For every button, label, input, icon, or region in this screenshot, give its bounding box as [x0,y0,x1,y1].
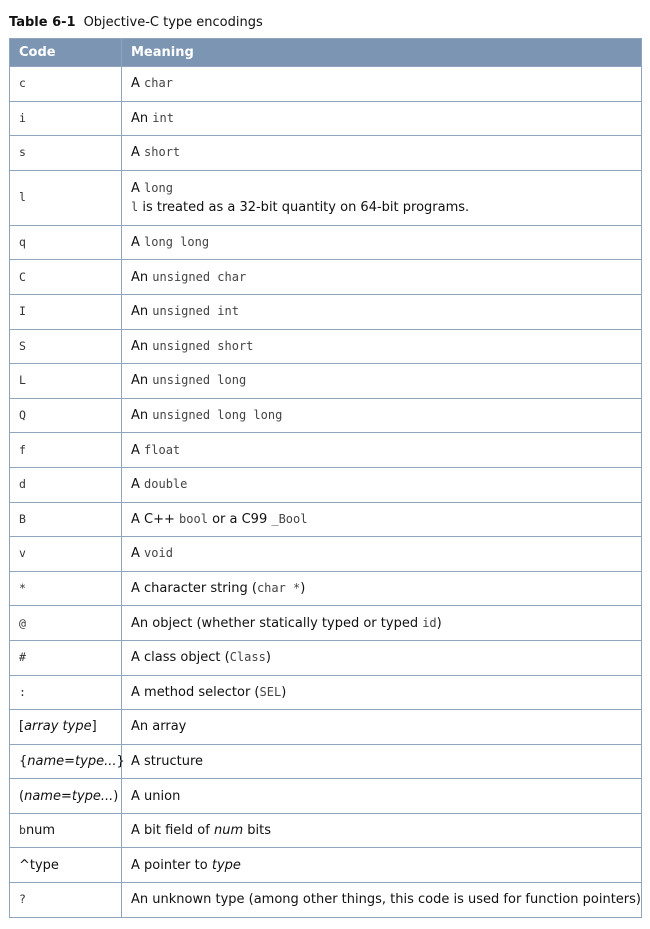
meaning-text: unsigned short [152,338,254,353]
table-row [10,848,642,883]
meaning-line [131,616,641,631]
table-body [10,67,642,918]
table-row [10,260,642,295]
code-text: B [19,511,26,526]
code-cell [10,136,122,171]
meaning-cell [122,744,642,779]
code-cell [10,640,122,675]
table-row [10,433,642,468]
code-text: : [19,684,26,699]
meaning-line [131,719,641,734]
meaning-text: float [144,442,181,457]
meaning-cell [122,883,642,918]
meaning-line [131,181,641,196]
meaning-text: A [131,76,145,92]
table-row [10,467,642,502]
code-cell [10,537,122,572]
meaning-line [131,443,641,458]
code-text: l [19,190,26,205]
meaning-text: A class object ( [131,650,230,666]
code-text: name [24,788,61,804]
code-text: array type [24,719,92,735]
meaning-column-header: Meaning [122,39,642,67]
meaning-cell [122,537,642,572]
table-row [10,170,642,225]
meaning-text: A C++ [131,511,180,527]
meaning-text: id [422,615,437,630]
meaning-cell [122,260,642,295]
code-text: q [19,235,26,250]
code-text: L [19,373,26,388]
meaning-cell [122,502,642,537]
meaning-text: char [144,76,173,91]
table-row [10,744,642,779]
meaning-text: ) [281,684,287,700]
meaning-text: A structure [131,753,204,769]
meaning-cell [122,329,642,364]
meaning-line [131,512,641,527]
meaning-text: unsigned long long [152,408,283,423]
meaning-line [131,685,641,700]
meaning-text: ) [265,650,271,666]
table-row [10,675,642,710]
meaning-text: A [131,235,145,251]
meaning-text: bits [243,823,271,839]
meaning-text: A method selector ( [131,684,260,700]
meaning-cell [122,136,642,171]
code-cell [10,170,122,225]
meaning-text: A union [131,788,181,804]
meaning-text: _Bool [271,511,308,526]
meaning-line [131,858,641,873]
meaning-text: char * [256,581,301,596]
meaning-line [131,200,641,215]
type-encodings-table [9,38,642,918]
code-cell [10,502,122,537]
meaning-line [131,373,641,388]
code-text: } [116,753,125,769]
code-text: ] [91,719,97,735]
code-text: ( [19,788,25,804]
code-text: ) [113,788,119,804]
meaning-text: is treated as a 32-bit quantity on 64-bit programs. [138,199,470,215]
code-cell [10,260,122,295]
meaning-text: An array [131,719,187,735]
table-row [10,571,642,606]
code-text: Q [19,408,26,423]
meaning-text: A pointer to [131,857,212,873]
code-cell [10,433,122,468]
code-text: ? [19,892,26,907]
meaning-cell [122,294,642,329]
table-row [10,294,642,329]
meaning-line [131,823,641,838]
meaning-text: An unknown type (among other things, this code is used for function pointers) [131,892,641,908]
table-caption [9,15,263,30]
code-cell [10,813,122,848]
meaning-text: long [144,180,173,195]
table-row [10,329,642,364]
code-text: ^type [19,857,59,873]
code-cell [10,101,122,136]
code-text: { [19,753,28,769]
meaning-text: l [131,199,139,214]
meaning-cell [122,813,642,848]
meaning-text: unsigned char [152,269,247,284]
meaning-line [131,546,641,561]
meaning-text: A character string ( [131,581,257,597]
code-text: # [19,650,26,665]
meaning-text: void [144,546,173,561]
meaning-cell [122,675,642,710]
code-cell [10,225,122,260]
meaning-text: A [131,180,145,196]
meaning-text: A [131,546,145,562]
table-title: Objective-C type encodings [83,15,263,30]
table-row [10,640,642,675]
meaning-line [131,477,641,492]
code-cell [10,848,122,883]
table-row [10,101,642,136]
meaning-cell [122,571,642,606]
meaning-line [131,76,641,91]
meaning-line [131,111,641,126]
table-row [10,502,642,537]
meaning-cell [122,225,642,260]
meaning-line [131,145,641,160]
meaning-line [131,304,641,319]
meaning-text: A [131,442,145,458]
meaning-text: ) [300,581,306,597]
meaning-line [131,581,641,596]
code-text: num [25,823,56,839]
table-row [10,537,642,572]
code-text: [ [19,719,25,735]
meaning-cell [122,433,642,468]
code-text: b [19,823,26,838]
meaning-text: A [131,477,145,493]
meaning-text: unsigned long [152,373,247,388]
table-row [10,883,642,918]
code-cell [10,398,122,433]
meaning-text: ) [436,615,442,631]
meaning-cell [122,848,642,883]
meaning-cell [122,170,642,225]
meaning-text: An object (whether statically typed or typed [131,615,423,631]
code-cell [10,779,122,814]
meaning-cell [122,364,642,399]
code-cell [10,329,122,364]
meaning-text: bool [179,511,208,526]
meaning-text: short [144,145,181,160]
meaning-text: A [131,145,145,161]
code-text: I [19,304,26,319]
meaning-line [131,270,641,285]
code-text: name=type... [27,753,117,769]
meaning-text: int [152,110,174,125]
meaning-text: or a C99 [207,511,272,527]
meaning-cell [122,467,642,502]
meaning-text: An [131,110,153,126]
header-row [10,39,642,67]
meaning-line [131,408,641,423]
table-row [10,67,642,102]
table-row [10,710,642,745]
code-text: s [19,145,26,160]
meaning-line [131,789,641,804]
meaning-cell [122,710,642,745]
table-number: Table 6-1 [9,15,76,30]
code-text: v [19,546,26,561]
code-text: d [19,477,26,492]
meaning-line [131,235,641,250]
meaning-text: An [131,304,153,320]
code-text: i [19,110,26,125]
table-row [10,398,642,433]
meaning-text: An [131,408,153,424]
meaning-cell [122,606,642,641]
meaning-text: SEL [259,684,282,699]
meaning-text: type [211,857,241,873]
code-text: C [19,269,26,284]
table-row [10,364,642,399]
code-cell [10,710,122,745]
code-cell [10,467,122,502]
code-text: c [19,76,26,91]
code-cell [10,571,122,606]
meaning-text: unsigned int [152,304,239,319]
meaning-line [131,892,641,907]
meaning-line [131,339,641,354]
table-row [10,779,642,814]
meaning-text: An [131,269,153,285]
meaning-text: A bit field of [131,823,214,839]
code-column-header: Code [10,39,122,67]
table-row [10,225,642,260]
meaning-text: num [213,823,244,839]
code-text: type... [71,788,114,804]
meaning-text: long long [144,235,210,250]
meaning-line [131,650,641,665]
table-row [10,136,642,171]
meaning-cell [122,67,642,102]
code-cell [10,364,122,399]
code-text: f [19,442,26,457]
code-text: = [60,788,72,804]
meaning-text: An [131,338,153,354]
meaning-line [131,754,641,769]
code-cell [10,744,125,779]
meaning-cell [122,640,642,675]
code-cell [10,883,122,918]
meaning-cell [122,398,642,433]
code-cell [10,294,122,329]
code-cell [10,675,122,710]
code-cell [10,606,122,641]
code-text: * [19,581,26,596]
meaning-text: double [144,477,188,492]
code-text: @ [19,615,26,630]
code-cell [10,67,122,102]
table-row [10,813,642,848]
meaning-cell [122,101,642,136]
code-text: S [19,338,26,353]
meaning-cell [122,779,642,814]
meaning-text: An [131,373,153,389]
table-row [10,606,642,641]
meaning-text: Class [229,650,266,665]
